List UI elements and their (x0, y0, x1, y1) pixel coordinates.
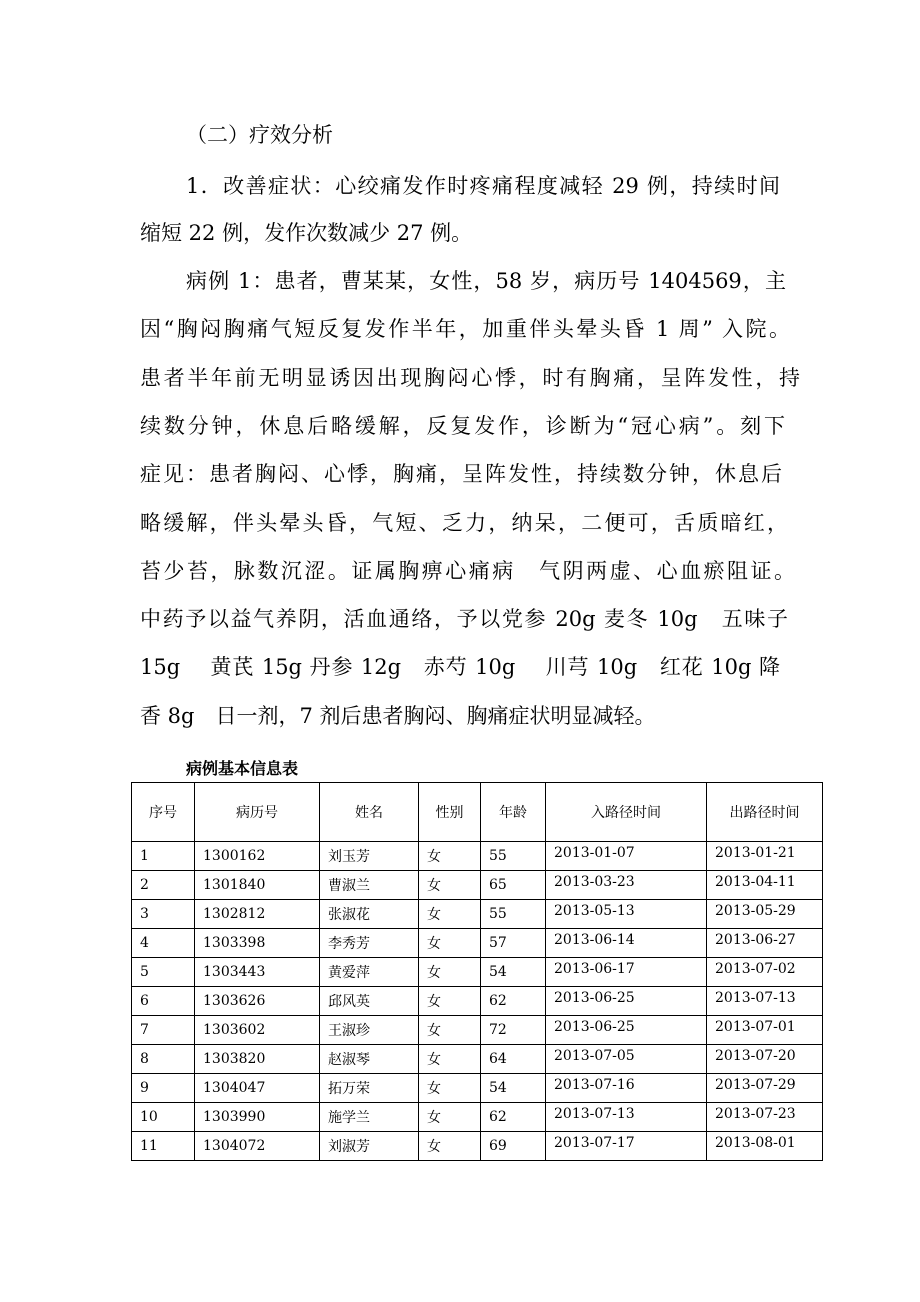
table-row (132, 842, 823, 871)
table-cell: 女 (419, 987, 481, 1016)
column-header: 性别 (419, 783, 481, 842)
table-cell: 2013-07-02 (707, 958, 823, 987)
table-row (132, 900, 823, 929)
table-cell: 5 (132, 958, 195, 987)
table-cell: 62 (481, 987, 546, 1016)
table-cell: 2013-01-21 (707, 842, 823, 871)
column-header: 姓名 (320, 783, 419, 842)
table-cell: 1303990 (195, 1103, 320, 1132)
table-cell: 69 (481, 1132, 546, 1161)
paragraph-line: 病例 1：患者，曹某某，女性，58 岁，病历号 1404569，主 (186, 269, 786, 293)
paragraph-line: 苔少苔，脉数沉涩。证属胸痹心痛病 气阴两虚、心血瘀阻证。 (140, 559, 795, 583)
paragraph-line: 15g 黄芪 15g 丹参 12g 赤芍 10g 川芎 10g 红花 10g 降 (140, 655, 780, 679)
table-cell: 女 (419, 1132, 481, 1161)
table-cell: 1303602 (195, 1016, 320, 1045)
table-cell: 54 (481, 1074, 546, 1103)
table-cell: 赵淑琴 (320, 1045, 419, 1074)
table-cell: 施学兰 (320, 1103, 419, 1132)
table-cell: 57 (481, 929, 546, 958)
table-cell: 2013-07-05 (546, 1045, 707, 1074)
table-cell: 曹淑兰 (320, 871, 419, 900)
table-cell: 4 (132, 929, 195, 958)
table-cell: 11 (132, 1132, 195, 1161)
table-cell: 刘淑芳 (320, 1132, 419, 1161)
table-row (132, 1045, 823, 1074)
table-row (132, 929, 823, 958)
table-cell: 女 (419, 958, 481, 987)
table-row (132, 1016, 823, 1045)
table-cell: 6 (132, 987, 195, 1016)
table-cell: 1303398 (195, 929, 320, 958)
table-cell: 2013-07-16 (546, 1074, 707, 1103)
table-cell: 2013-06-14 (546, 929, 707, 958)
paragraph-line: 中药予以益气养阴，活血通络，予以党参 20g 麦冬 10g 五味子 (140, 607, 788, 631)
table-cell: 2013-04-11 (707, 871, 823, 900)
table-cell: 拓万荣 (320, 1074, 419, 1103)
table-cell: 李秀芳 (320, 929, 419, 958)
column-header: 出路径时间 (707, 783, 823, 842)
paragraph-line: 因“胸闷胸痛气短反复发作半年，加重伴头晕头昏 1 周” 入院。 (140, 317, 790, 341)
table-cell: 邱风英 (320, 987, 419, 1016)
table-row (132, 1132, 823, 1161)
table-cell: 54 (481, 958, 546, 987)
table-cell: 黄爱萍 (320, 958, 419, 987)
column-header: 序号 (132, 783, 195, 842)
paragraph-line: 缩短 22 例，发作次数减少 27 例。 (140, 221, 473, 245)
column-header: 年龄 (481, 783, 546, 842)
table-cell: 64 (481, 1045, 546, 1074)
table-cell: 8 (132, 1045, 195, 1074)
patient-info-table (131, 782, 823, 1161)
table-cell: 2013-07-01 (707, 1016, 823, 1045)
table-cell: 1303443 (195, 958, 320, 987)
table-cell: 7 (132, 1016, 195, 1045)
table-cell: 1303626 (195, 987, 320, 1016)
table-cell: 女 (419, 900, 481, 929)
table-row (132, 1074, 823, 1103)
table-caption: 病例基本信息表 (186, 759, 299, 778)
table-cell: 72 (481, 1016, 546, 1045)
table-cell: 2013-07-13 (546, 1103, 707, 1132)
paragraph-line: 续数分钟，休息后略缓解，反复发作，诊断为“冠心病”。刻下 (140, 414, 785, 438)
table-cell: 女 (419, 1045, 481, 1074)
table-cell: 1304072 (195, 1132, 320, 1161)
table-cell: 2013-01-07 (546, 842, 707, 871)
column-header: 入路径时间 (546, 783, 707, 842)
table-cell: 张淑花 (320, 900, 419, 929)
table-cell: 刘玉芳 (320, 842, 419, 871)
paragraph-line: 1．改善症状：心绞痛发作时疼痛程度减轻 29 例，持续时间 (186, 174, 780, 198)
table-cell: 女 (419, 929, 481, 958)
table-cell: 2013-07-17 (546, 1132, 707, 1161)
table-cell: 2013-05-29 (707, 900, 823, 929)
paragraph-line: 患者半年前无明显诱因出现胸闷心悸，时有胸痛，呈阵发性，持 (140, 366, 800, 390)
table-row (132, 1103, 823, 1132)
table-cell: 王淑珍 (320, 1016, 419, 1045)
table-row (132, 987, 823, 1016)
table-cell: 65 (481, 871, 546, 900)
table-cell: 2013-06-25 (546, 987, 707, 1016)
section-heading: （二）疗效分析 (186, 123, 333, 147)
table-cell: 女 (419, 842, 481, 871)
table-cell: 1301840 (195, 871, 320, 900)
table-row (132, 958, 823, 987)
table-cell: 2013-08-01 (707, 1132, 823, 1161)
table-cell: 10 (132, 1103, 195, 1132)
table-cell: 1300162 (195, 842, 320, 871)
column-header: 病历号 (195, 783, 320, 842)
paragraph-line: 略缓解，伴头晕头昏，气短、乏力，纳呆，二便可，舌质暗红， (140, 511, 788, 535)
table-row (132, 871, 823, 900)
table-cell: 女 (419, 1103, 481, 1132)
paragraph-line: 香 8g 日一剂，7 剂后患者胸闷、胸痛症状明显减轻。 (140, 704, 656, 728)
table-cell: 2013-07-23 (707, 1103, 823, 1132)
table-cell: 2013-06-17 (546, 958, 707, 987)
table-cell: 2013-05-13 (546, 900, 707, 929)
table-cell: 62 (481, 1103, 546, 1132)
table-cell: 女 (419, 1016, 481, 1045)
table-cell: 女 (419, 871, 481, 900)
table-cell: 9 (132, 1074, 195, 1103)
paragraph-line: 症见：患者胸闷、心悸，胸痛，呈阵发性，持续数分钟，休息后 (140, 462, 782, 486)
table-cell: 55 (481, 842, 546, 871)
table-cell: 2013-03-23 (546, 871, 707, 900)
table-cell: 55 (481, 900, 546, 929)
table-cell: 2013-07-20 (707, 1045, 823, 1074)
table-cell: 2 (132, 871, 195, 900)
table-cell: 2013-06-27 (707, 929, 823, 958)
table-header-row (132, 783, 823, 842)
table-cell: 女 (419, 1074, 481, 1103)
table-cell: 1302812 (195, 900, 320, 929)
table-cell: 1303820 (195, 1045, 320, 1074)
table-cell: 2013-07-13 (707, 987, 823, 1016)
table-cell: 1 (132, 842, 195, 871)
table-cell: 1304047 (195, 1074, 320, 1103)
table-cell: 3 (132, 900, 195, 929)
table-cell: 2013-06-25 (546, 1016, 707, 1045)
table-cell: 2013-07-29 (707, 1074, 823, 1103)
